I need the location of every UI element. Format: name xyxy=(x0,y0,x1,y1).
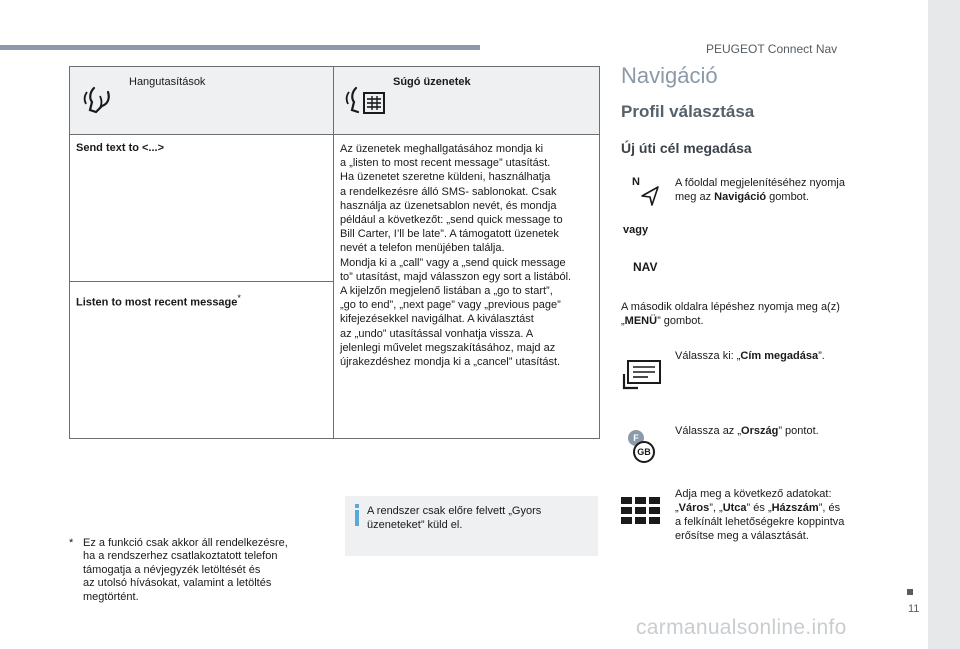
step-line: A főoldal megjelenítéséhez nyomja xyxy=(675,177,845,189)
footnote-star: * xyxy=(69,537,74,549)
procedure-title: Új úti cél megadása xyxy=(621,140,752,156)
footnote-line: megtörtént. xyxy=(83,590,139,603)
country-option-name: Ország xyxy=(741,425,779,437)
info-icon xyxy=(352,504,362,526)
text-segment: „ xyxy=(621,315,625,327)
text-segment: Válassza ki: „ xyxy=(675,350,741,362)
step-line xyxy=(675,501,844,515)
footnote xyxy=(69,537,331,604)
footnote-line: ha a rendszerhez csatlakoztatott telefon xyxy=(83,550,278,563)
text-segment: ”. xyxy=(818,350,825,362)
help-line: Bill Carter, I’ll be late”. A támogatott üzenetek xyxy=(340,228,559,241)
section-title: Navigáció xyxy=(621,63,718,88)
help-line: kifejezésekkel navigálhat. A kiválasztást xyxy=(340,313,534,326)
speaking-head-icon xyxy=(80,80,120,120)
help-line: jelenlegi művelet megszakításához, majd az xyxy=(340,341,556,354)
country-badge-small: F xyxy=(628,430,644,446)
address-option-name: Cím megadása xyxy=(740,350,819,362)
speaking-screen-icon xyxy=(344,80,388,120)
help-line: az „undo” utasítással vonhatja vissza. A xyxy=(340,327,534,340)
info-line: A rendszer csak előre felvett „Gyors xyxy=(367,505,542,517)
help-line: a rendelkezésre álló SMS- sablonokat. Csak xyxy=(340,185,557,198)
command-send-text: Send text to <...> xyxy=(76,142,165,154)
text-segment: ” gombot. xyxy=(657,315,704,327)
text-segment: ”, „ xyxy=(709,502,723,514)
continuation-marker xyxy=(907,589,913,595)
step-line: A második oldalra lépéshez nyomja meg a(z) xyxy=(621,301,840,313)
step-open-menu xyxy=(621,300,840,328)
step-line: Adja meg a következő adatokat: xyxy=(675,488,832,500)
nav-button-label: NAV xyxy=(633,260,658,274)
side-band xyxy=(928,0,960,649)
info-box xyxy=(345,496,598,556)
step-line: erősítse meg a választását. xyxy=(675,530,809,542)
text-segment: meg az xyxy=(675,191,715,203)
footnote-line: az utolsó hívásokat, valamint a letöltés xyxy=(83,577,272,590)
help-line: a „listen to most recent message” utasítást. xyxy=(340,157,551,170)
subsection-title: Profil választása xyxy=(621,102,755,121)
navigation-button-name: Navigáció xyxy=(714,191,767,203)
help-line: Az üzenetek meghallgatásához mondja ki xyxy=(340,143,544,155)
help-line: újrakezdéshez mondja ki a „cancel” utasítást. xyxy=(340,356,561,369)
or-label: vagy xyxy=(623,224,649,236)
text-segment: ” pontot. xyxy=(778,425,819,437)
step-line xyxy=(621,314,840,328)
text-segment: ”, és xyxy=(818,502,841,514)
voice-commands-table xyxy=(69,66,600,439)
text-segment: gombot. xyxy=(766,191,809,203)
footnote-marker: * xyxy=(237,293,241,303)
street-field-name: Utca xyxy=(722,502,747,514)
step-enter-address xyxy=(675,487,844,543)
table-header-commands xyxy=(70,67,333,135)
text-segment: „ xyxy=(675,502,679,514)
help-line: „go to end”, „next page” vagy „previous page” xyxy=(340,299,561,312)
menu-button-name: MENÜ xyxy=(624,315,658,327)
footnote-line: Ez a funkció csak akkor áll rendelkezésre, xyxy=(83,537,288,549)
text-segment: Válassza az „ xyxy=(675,425,742,437)
commands-header-label: Hangutasítások xyxy=(129,76,206,88)
country-badge-large: GB xyxy=(633,441,655,463)
command-listen-recent xyxy=(76,293,241,309)
row-divider xyxy=(70,281,333,282)
help-messages-text xyxy=(340,142,598,369)
table-header-messages xyxy=(334,67,599,135)
help-line: használja az üzenetsablon nevét, és mondja xyxy=(340,199,557,212)
help-line: Mondja ki a „call” vagy a „send quick message xyxy=(340,256,566,269)
messages-header-label: Súgó üzenetek xyxy=(393,76,471,88)
footnote-line: támogatja a névjegyzék letöltését és xyxy=(83,563,261,576)
page-number: 11 xyxy=(908,603,920,615)
help-line: to” utasítást, majd válasszon egy sort a listából. xyxy=(340,270,572,283)
step-line xyxy=(675,190,845,204)
watermark: carmanualsonline.info xyxy=(636,616,847,639)
info-line: üzeneteket” küld el. xyxy=(367,519,463,531)
help-line: Ha üzenetet szeretne küldeni, használhatja xyxy=(340,171,551,184)
step-select-address xyxy=(675,349,825,363)
text-segment: ” és „ xyxy=(746,502,772,514)
north-letter: N xyxy=(632,176,640,188)
help-line: például a következőt: „send quick message to xyxy=(340,214,563,227)
city-field-name: Város xyxy=(678,502,710,514)
command-listen-recent-label: Listen to most recent message xyxy=(76,296,238,309)
help-line: nevét a telefon menüjében találja. xyxy=(340,242,505,255)
top-rule xyxy=(0,45,480,50)
address-entry-icon xyxy=(622,360,662,390)
keypad-icon xyxy=(621,497,661,525)
navigation-icon xyxy=(628,176,662,210)
brand-header: PEUGEOT Connect Nav xyxy=(706,42,838,56)
house-number-field-name: Házszám xyxy=(771,502,819,514)
country-icon xyxy=(624,430,664,464)
step-line: a felkínált lehetőségekre koppintva xyxy=(675,516,845,528)
arrow-icon xyxy=(638,184,662,208)
help-line: A kijelzőn megjelenő listában a „go to start”, xyxy=(340,285,553,298)
step-select-country xyxy=(675,424,819,438)
step-open-navigation xyxy=(675,176,845,204)
